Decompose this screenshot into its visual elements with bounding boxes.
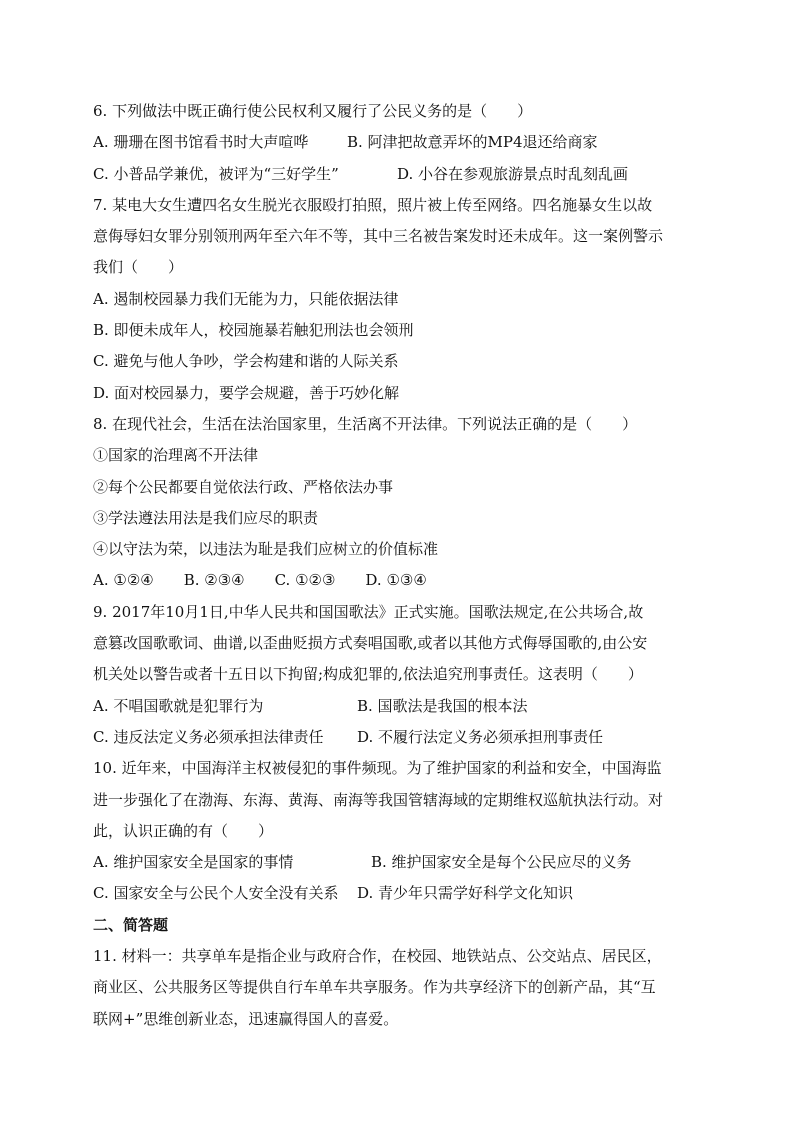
q9-option-d: D. 不履行法定义务必须承担刑事责任 (357, 727, 604, 746)
q7-stem-line-3: 我们（ ） (93, 258, 184, 277)
q11-line-2: 商业区、公共服务区等提供自行车单车共享服务。作为共享经济下的创新产品，其“互 (93, 978, 656, 997)
q6-option-c: C. 小普品学兼优，被评为“三好学生” (93, 164, 339, 183)
q8-item-2: ②每个公民都要自觉依法行政、严格依法办事 (93, 477, 394, 496)
q10-options-row-1 (93, 847, 713, 878)
q9-stem-line-3: 机关处以警告或者十五日以下拘留;构成犯罪的,依法追究刑事责任。这表明（ ） (93, 665, 643, 684)
q9-option-c: C. 违反法定义务必须承担法律责任 (93, 727, 324, 746)
q9-stem-line-2: 意篡改国歌歌词、曲谱,以歪曲贬损方式奏唱国歌,或者以其他方式侮辱国歌的,由公安 (93, 634, 648, 653)
q9-options-row-2 (93, 722, 713, 753)
q7-option-c: C. 避免与他人争吵，学会构建和谐的人际关系 (93, 352, 399, 371)
q8-choices: A. ①②④ B. ②③④ C. ①②③ D. ①③④ (93, 571, 427, 590)
q10-option-b: B. 维护国家安全是每个公民应尽的义务 (371, 853, 632, 872)
q6-stem: 6. 下列做法中既正确行使公民权利又履行了公民义务的是（ ） (93, 102, 533, 120)
q7-stem-line-2: 意侮辱妇女罪分别领刑两年至六年不等，其中三名被告案发时还未成年。这一案例警示 (93, 227, 664, 246)
q9-option-b: B. 国歌法是我国的根本法 (357, 696, 528, 715)
q7-option-d: D. 面对校园暴力，要学会规避，善于巧妙化解 (93, 383, 400, 402)
q9-options-row-1 (93, 691, 713, 722)
section-heading: 二、简答题 (93, 915, 169, 934)
q11-line-1: 11. 材料一：共享单车是指企业与政府合作，在校园、地铁站点、公交站点、居民区， (93, 947, 662, 966)
q10-stem-line-3: 此，认识正确的有（ ） (93, 821, 274, 840)
q6-options-row-2 (93, 159, 713, 190)
q6-options-row-1 (93, 127, 713, 158)
q6-option-d: D. 小谷在参观旅游景点时乱刻乱画 (397, 164, 629, 183)
q6-option-b: B. 阿津把故意弄坏的MP4退还给商家 (347, 133, 598, 152)
q6-option-a: A. 珊珊在图书馆看书时大声喧哗 (93, 133, 309, 152)
q10-stem-line-2: 进一步强化了在渤海、东海、黄海、南海等我国管辖海域的定期维权巡航执法行动。对 (93, 790, 664, 809)
q10-option-a: A. 维护国家安全是国家的事情 (93, 853, 294, 872)
q7-option-b: B. 即便未成年人，校园施暴若触犯刑法也会领刑 (93, 321, 414, 340)
q10-options-row-2 (93, 878, 713, 909)
exam-page (93, 96, 713, 1035)
q7-option-a: A. 遏制校园暴力我们无能为力，只能依据法律 (93, 289, 399, 308)
q9-stem-line-1: 9. 2017年10月1日,中华人民共和国国歌法》正式实施。国歌法规定,在公共场合,故 (93, 602, 644, 621)
q8-item-1: ①国家的治理离不开法律 (93, 446, 259, 465)
q10-option-c: C. 国家安全与公民个人安全没有关系 (93, 884, 339, 903)
q8-item-4: ④以守法为荣，以违法为耻是我们应树立的价值标准 (93, 540, 439, 559)
q7-stem-line-1: 7. 某电大女生遭四名女生脱光衣服殴打拍照，照片被上传至网络。四名施暴女生以故 (93, 195, 653, 214)
q8-item-3: ③学法遵法用法是我们应尽的职责 (93, 508, 319, 527)
q10-stem-line-1: 10. 近年来，中国海洋主权被侵犯的事件频现。为了维护国家的利益和安全，中国海监 (93, 759, 662, 778)
q9-option-a: A. 不唱国歌就是犯罪行为 (93, 696, 264, 715)
q8-stem: 8. 在现代社会，生活在法治国家里，生活离不开法律。下列说法正确的是（ ） (93, 414, 638, 433)
q10-option-d: D. 青少年只需学好科学文化知识 (357, 884, 574, 903)
q11-line-3: 联网+”思维创新业态，迅速赢得国人的喜爱。 (93, 1009, 399, 1028)
